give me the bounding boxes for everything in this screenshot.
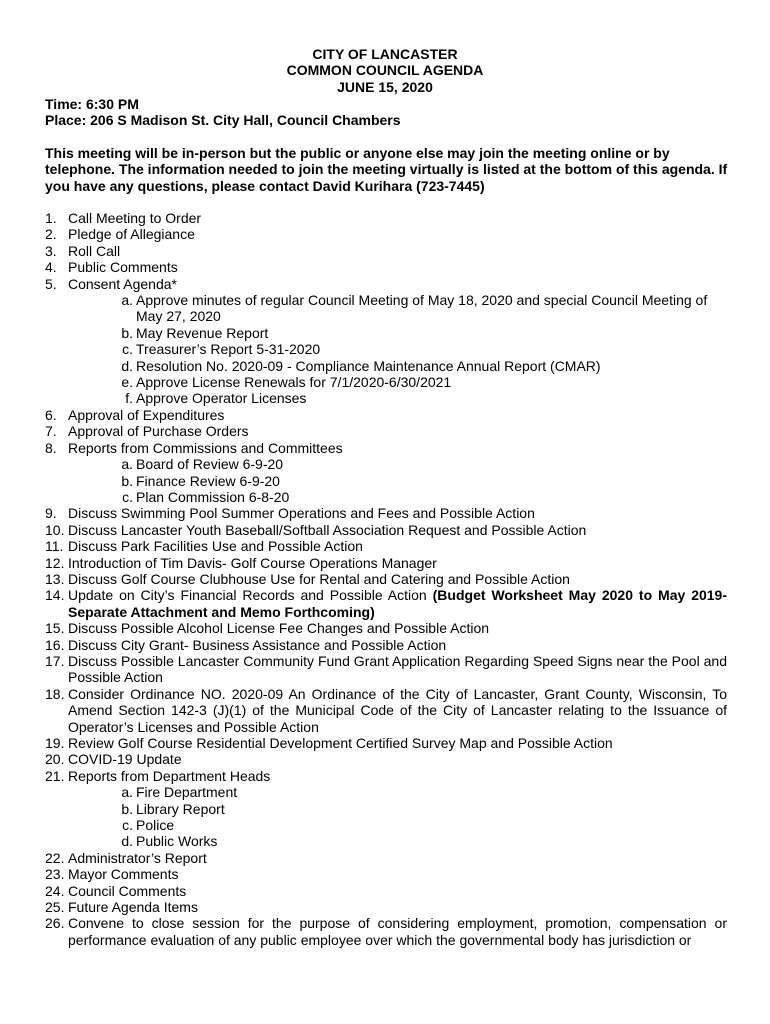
agenda-item-number: 10. [45,521,65,538]
agenda-item-label: Public Comments [68,259,178,276]
agenda-subitem-text: Approve License Renewals for 7/1/2020-6/30/2021 [136,374,452,391]
agenda-item-label: Discuss Park Facilities Use and Possible Action [68,538,363,555]
agenda-item [45,571,727,587]
agenda-item-note: (Budget Worksheet May 2020 to May 2019- Separate Attachment and Memo Forthcoming) [68,587,728,620]
agenda-item [45,440,727,506]
agenda-item-label: Review Golf Course Residential Development Certified Survey Map and Possible Action [68,735,613,751]
agenda-item [45,522,727,538]
agenda-item-label: Call Meeting to Order [68,210,202,226]
agenda-subitem-letter: c. [122,341,133,358]
agenda-subitem-letter: e. [121,374,133,391]
agenda-item [45,751,727,767]
agenda-item-number: 13. [45,570,65,587]
agenda-subitem-text: May Revenue Report [136,324,269,341]
agenda-item-text [68,571,570,587]
agenda-item-label: Council Comments [68,882,187,899]
agenda-item-text [68,899,198,915]
agenda-item [45,866,727,882]
agenda-item-text [68,440,343,456]
agenda-item [45,653,727,686]
agenda-subitem-text: Finance Review 6-9-20 [136,472,280,489]
agenda-item-number: 18. [45,685,65,702]
agenda-item [45,276,727,407]
agenda-sublist [68,784,727,850]
agenda-item-label: Reports from Commissions and Committees [68,439,343,456]
agenda-item-label: Pledge of Allegiance [68,226,195,243]
agenda-item-text [68,587,727,620]
agenda-subitem-text: Treasurer’s Report 5-31-2020 [136,341,321,358]
agenda-subitem [45,473,727,489]
agenda-subitem [45,833,727,849]
agenda-item-label: Consent Agenda* [68,275,177,292]
agenda-subitem-text: Board of Review 6-9-20 [136,456,284,473]
agenda-subitem-text: Public Works [136,833,218,850]
agenda-item-number: 20. [45,751,65,768]
agenda-subitem-letter: d. [121,357,133,374]
agenda-subitem-letter: c. [122,488,133,505]
agenda-item [45,735,727,751]
agenda-item-number: 25. [45,899,65,916]
agenda-sublist [68,456,727,505]
agenda-subitem-text: Library Report [136,800,225,817]
agenda-item [45,538,727,554]
agenda-item-number: 22. [45,849,65,866]
agenda-item-label: Future Agenda Items [68,899,198,916]
agenda-subitem-text: Resolution No. 2020-09 - Compliance Maintenance Annual Report (CMAR) [136,357,601,374]
agenda-subitem-letter: a. [121,784,133,801]
agenda-item-label: Introduction of Tim Davis- Golf Course Operations Manager [68,554,437,571]
agenda-item-number: 1. [45,210,57,226]
agenda-list [45,210,727,948]
agenda-subitem [45,456,727,472]
agenda-item [45,915,727,948]
meeting-notice: This meeting will be in-person but the public or anyone else may join the meeting online or by telephone. The information needed to join the meeting virtually is listed at the bottom of this agenda. If you have any questions, please contact David Kurihara (723-7445) [45,145,728,194]
agenda-item-label: Discuss Possible Alcohol License Fee Changes and Possible Action [68,620,490,637]
agenda-item-text [68,407,224,423]
agenda-item-text [68,505,535,521]
agenda-item-label: Consider Ordinance NO. 2020-09 An Ordinance of the City of Lancaster, Grant County, Wisconsin, To Amend Section 142-3 (J)(1) of the Municipal Code of the City of Lancaster relating to the Issuance of Operator’s Licenses and Possible Action [68,685,727,735]
agenda-item-label: Approval of Expenditures [68,406,225,423]
agenda-item-number: 2. [45,226,57,243]
agenda-item-number: 9. [45,505,57,522]
agenda-sublist [68,292,727,407]
agenda-item-number: 14. [45,587,65,604]
agenda-item-text [68,243,120,259]
agenda-item [45,210,727,226]
agenda-subitem-text: Police [136,817,175,834]
agenda-item [45,226,727,242]
agenda-item-number: 19. [45,735,65,751]
agenda-item-number: 6. [45,406,57,423]
agenda-item-number: 12. [45,554,65,571]
agenda-item-text [68,735,613,751]
agenda-item [45,555,727,571]
agenda-item-label: Approval of Purchase Orders [68,423,249,440]
agenda-item-text [68,259,178,275]
agenda-item [45,883,727,899]
agenda-item [45,850,727,866]
agenda-item [45,620,727,636]
agenda-item [45,637,727,653]
agenda-item-text [68,637,446,653]
agenda-item [45,768,727,850]
agenda-item-text [68,620,489,636]
agenda-item [45,686,727,735]
agenda-item-label: Discuss City Grant- Business Assistance and Possible Action [68,636,447,653]
agenda-item-label: Discuss Swimming Pool Summer Operations and Fees and Possible Action [68,505,535,522]
agenda-subitem-text: Approve Operator Licenses [136,390,307,407]
agenda-item-text [68,276,177,292]
agenda-subitem-letter: a. [121,292,133,309]
document-header [0,46,770,95]
agenda-subitem [45,292,727,325]
agenda-item [45,243,727,259]
agenda-item-label: Discuss Golf Course Clubhouse Use for Rental and Catering and Possible Action [68,570,570,587]
agenda-item-label: Administrator’s Report [68,849,207,866]
agenda-item-number: 5. [45,275,57,292]
agenda-item-text [68,226,195,242]
agenda-item-number: 3. [45,242,57,259]
agenda-subitem [45,801,727,817]
agenda-subitem-letter: b. [121,472,133,489]
agenda-item [45,407,727,423]
agenda-item-label: Mayor Comments [68,866,179,883]
agenda-item-label: COVID-19 Update [68,751,182,768]
agenda-subitem [45,817,727,833]
agenda-subitem-letter: b. [121,324,133,341]
agenda-item-text [68,768,270,784]
agenda-item-number: 4. [45,259,57,276]
agenda-item [45,899,727,915]
agenda-subitem-letter: f. [125,390,133,407]
agenda-item-number: 26. [45,915,65,932]
agenda-item [45,587,727,620]
agenda-item [45,505,727,521]
meeting-time: Time: 6:30 PM [45,96,139,112]
agenda-subitem-letter: c. [122,817,133,834]
agenda-subitem [45,358,727,374]
agenda-item [45,259,727,275]
meeting-place: Place: 206 S Madison St. City Hall, Council Chambers [45,112,401,129]
agenda-item-text [68,653,727,686]
agenda-item-text [68,850,207,866]
agenda-item-label: Discuss Possible Lancaster Community Fund Grant Application Regarding Speed Signs near the Pool and Possible Action [68,652,727,686]
agenda-item-number: 7. [45,423,57,440]
agenda-item-number: 16. [45,636,65,653]
agenda-subitem [45,325,727,341]
agenda-subitem-text: Fire Department [136,784,238,801]
agenda-subitem-text: Plan Commission 6-8-20 [136,488,290,505]
agenda-item-label: Update on City’s Financial Records and Possible Action [68,587,433,604]
agenda-subitem [45,374,727,390]
meeting-meta [45,96,401,129]
agenda-item-label: Roll Call [68,242,121,259]
agenda-item-text [68,686,727,735]
agenda-item-text [68,210,201,226]
header-title: COMMON COUNCIL AGENDA [286,62,484,79]
agenda-subitem-letter: b. [121,800,133,817]
agenda-item-text [68,915,727,948]
agenda-item-text [68,751,182,767]
agenda-item-label: Reports from Department Heads [68,767,271,784]
agenda-subitem [45,390,727,406]
agenda-item-number: 23. [45,866,65,883]
agenda-item-text [68,866,178,882]
agenda-item-number: 17. [45,652,65,669]
agenda-item-text [68,423,249,439]
agenda-subitem-letter: d. [121,833,133,850]
agenda-item-label: Discuss Lancaster Youth Baseball/Softball Association Request and Possible Action [68,521,587,538]
agenda-item-text [68,555,437,571]
agenda-item-text [68,883,186,899]
agenda-item-number: 21. [45,767,65,784]
agenda-item [45,423,727,439]
agenda-item-label: Convene to close session for the purpose of considering employment, promotion, compensation or performance evaluation of any public employee over which the governmental body has jurisdiction or [68,915,727,948]
agenda-subitem-text: Approve minutes of regular Council Meeting of May 18, 2020 and special Council Meeting of May 27, 2020 [136,292,708,325]
agenda-subitem [45,489,727,505]
agenda-item-number: 11. [45,538,64,555]
agenda-subitem [45,784,727,800]
header-city: CITY OF LANCASTER [312,46,458,62]
agenda-item-number: 15. [45,620,65,637]
agenda-subitem [45,341,727,357]
agenda-item-number: 24. [45,882,65,899]
agenda-item-text [68,538,363,554]
agenda-subitem-letter: a. [121,456,133,473]
header-date: JUNE 15, 2020 [337,78,433,95]
agenda-item-number: 8. [45,439,57,456]
agenda-item-text [68,522,586,538]
